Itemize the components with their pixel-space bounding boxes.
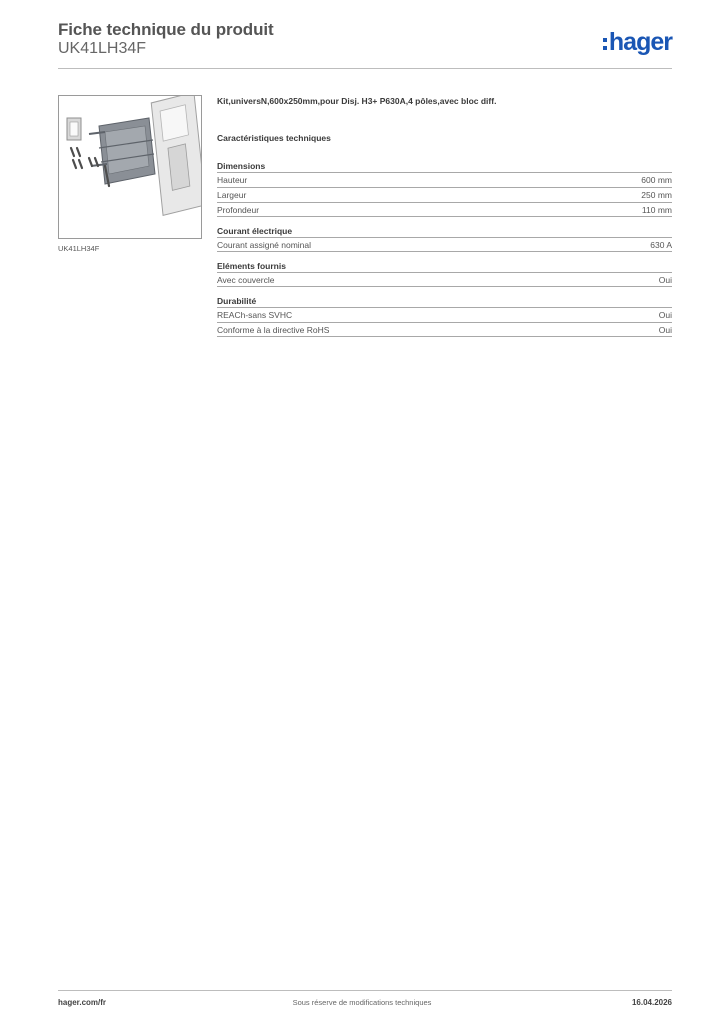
- spec-row: [217, 202, 672, 217]
- spec-value: 250 mm: [641, 190, 672, 200]
- spec-row: [217, 322, 672, 337]
- footer-disclaimer: Sous réserve de modifications techniques: [292, 998, 432, 1007]
- spec-row: [217, 272, 672, 287]
- page-title: Fiche technique du produit: [58, 20, 274, 39]
- spec-group-sustainability: [217, 295, 672, 337]
- footer-date: 16.04.2026: [631, 998, 672, 1007]
- product-description: Kit,universN,600x250mm,pour Disj. H3+ P630A,4 pôles,avec bloc diff.: [217, 96, 497, 106]
- spec-content: [217, 96, 672, 345]
- spec-label: Conforme à la directive RoHS: [217, 325, 330, 335]
- spec-group-title: Courant électrique: [217, 226, 293, 236]
- hager-logo: [603, 28, 672, 56]
- footer-divider: [58, 990, 672, 991]
- spec-group-title: Dimensions: [217, 161, 266, 171]
- spec-group-supplied: [217, 260, 672, 287]
- spec-group-dimensions: [217, 160, 672, 217]
- spec-row: [217, 172, 672, 187]
- spec-value: 600 mm: [641, 175, 672, 185]
- product-image-caption: UK41LH34F: [58, 244, 100, 253]
- logo-text: hager: [608, 27, 672, 56]
- specs-heading: Caractéristiques techniques: [217, 133, 331, 143]
- spec-value: Oui: [658, 275, 672, 285]
- spec-value: 110 mm: [641, 205, 672, 215]
- spec-label: Courant assigné nominal: [217, 240, 312, 250]
- spec-label: REACh-sans SVHC: [217, 310, 293, 320]
- spec-row: [217, 307, 672, 322]
- footer-website-link[interactable]: hager.com/fr: [58, 998, 107, 1007]
- spec-value: Oui: [658, 310, 672, 320]
- spec-group-title: Eléments fournis: [217, 261, 286, 271]
- spec-label: Profondeur: [217, 205, 260, 215]
- header-divider: [58, 68, 672, 69]
- page-header: [58, 20, 672, 70]
- spec-row: [217, 187, 672, 202]
- spec-label: Avec couvercle: [217, 275, 275, 285]
- logo-dots-icon: [603, 38, 607, 50]
- product-image: [58, 95, 202, 239]
- spec-group-title: Durabilité: [217, 296, 257, 306]
- spec-row: [217, 237, 672, 252]
- spec-value: Oui: [658, 325, 672, 335]
- product-reference: UK41LH34F: [58, 40, 147, 57]
- spec-value: 630 A: [650, 240, 672, 250]
- spec-label: Hauteur: [217, 175, 248, 185]
- spec-group-current: [217, 225, 672, 252]
- spec-label: Largeur: [217, 190, 247, 200]
- product-kit-illustration: [59, 96, 201, 238]
